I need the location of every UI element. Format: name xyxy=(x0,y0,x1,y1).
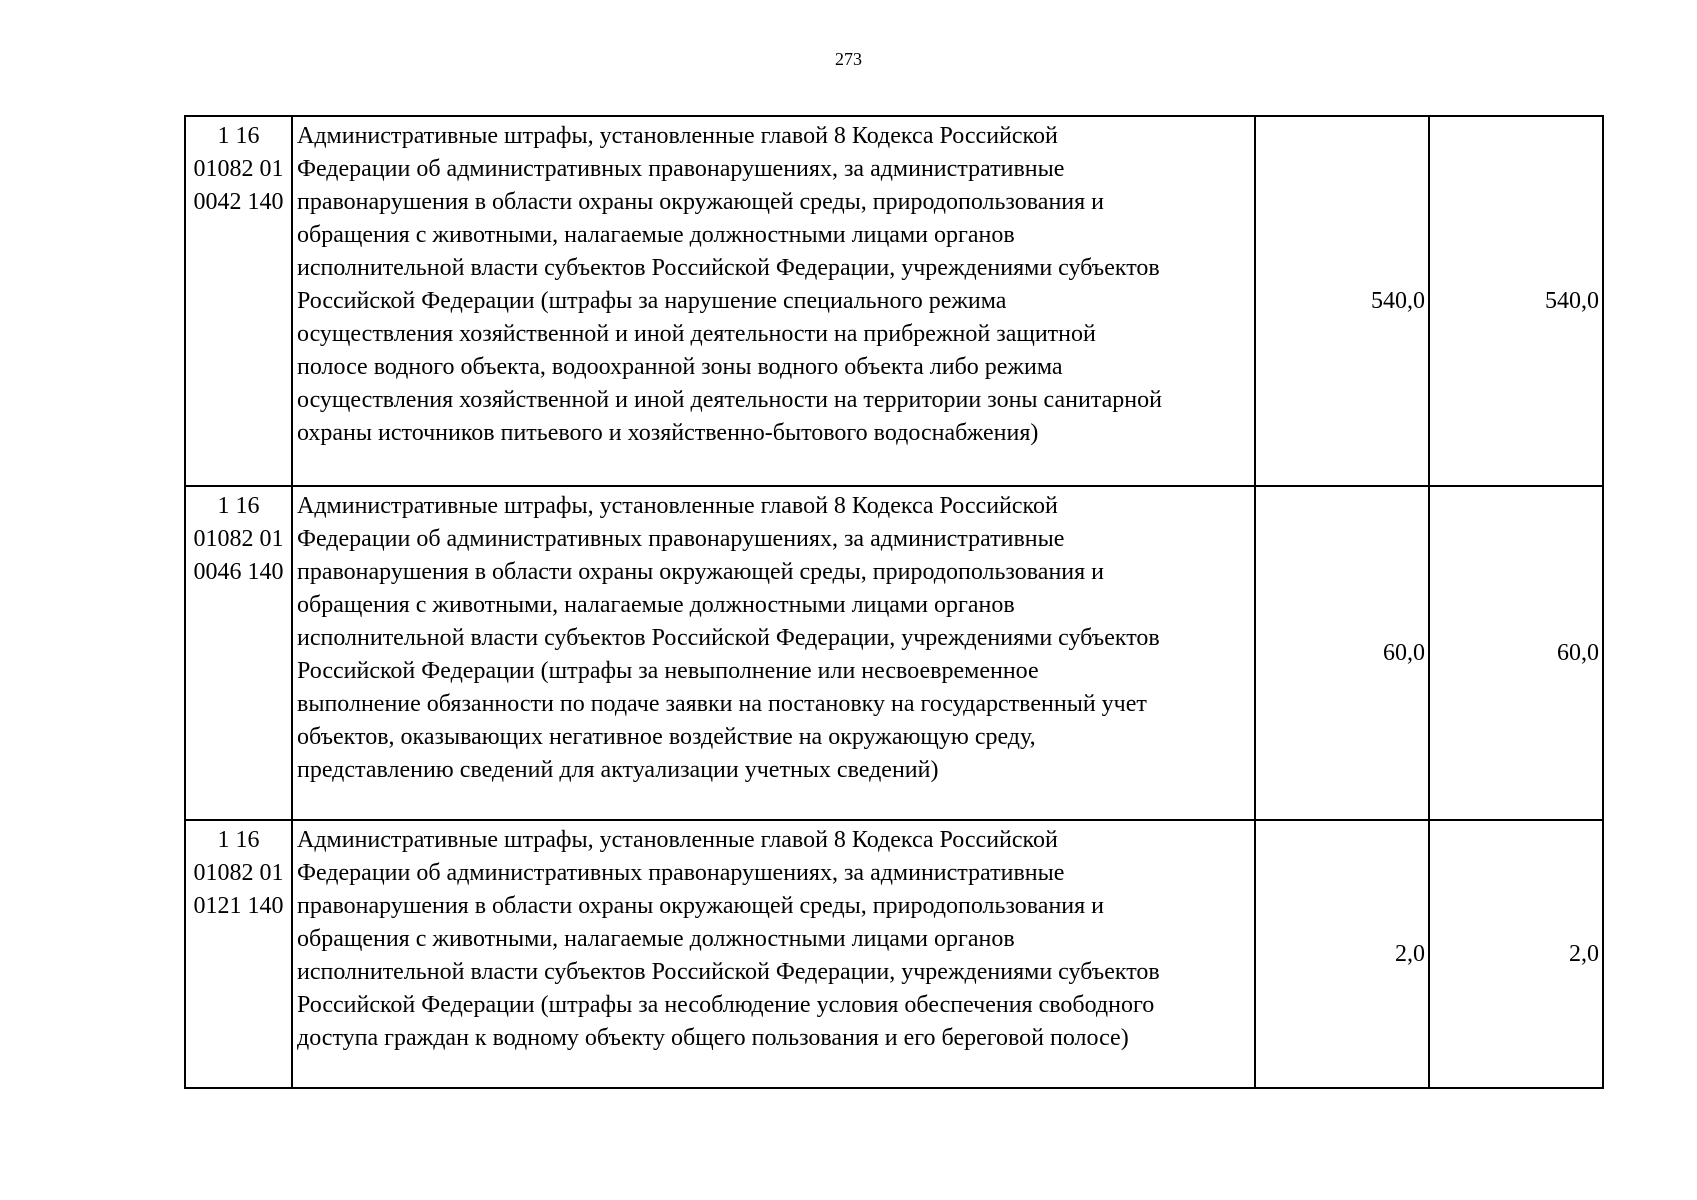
code-cell xyxy=(185,486,292,820)
code-line: 01082 01 xyxy=(193,156,284,182)
value-cell-1: 2,0 xyxy=(1255,820,1429,1088)
description-line: Административные штрафы, установленные главой 8 Кодекса Российской xyxy=(297,123,1058,149)
value-cell-1: 540,0 xyxy=(1255,116,1429,486)
code-line: 0121 140 xyxy=(193,893,284,919)
value-cell-2: 60,0 xyxy=(1429,486,1603,820)
description-line: исполнительной власти субъектов Российской Федерации, учреждениями субъектов xyxy=(297,959,1160,985)
description-line: Российской Федерации (штрафы за несоблюдение условия обеспечения свободного xyxy=(297,992,1155,1018)
description-line: представлению сведений для актуализации учетных сведений) xyxy=(297,757,939,783)
description-cell xyxy=(292,486,1255,820)
description-line: правонарушения в области охраны окружающей среды, природопользования и xyxy=(297,893,1105,919)
description-line: Административные штрафы, установленные главой 8 Кодекса Российской xyxy=(297,493,1058,519)
description-line: исполнительной власти субъектов Российской Федерации, учреждениями субъектов xyxy=(297,625,1160,651)
budget-table xyxy=(184,115,1604,1089)
code-line: 0042 140 xyxy=(193,189,284,215)
description-line: обращения с животными, налагаемые должностными лицами органов xyxy=(297,592,1015,618)
table-row xyxy=(185,116,1603,486)
description-line: правонарушения в области охраны окружающей среды, природопользования и xyxy=(297,189,1105,215)
page-number: 273 xyxy=(835,49,862,69)
description-line: доступа граждан к водному объекту общего пользования и его береговой полосе) xyxy=(297,1025,1129,1051)
code-line: 0046 140 xyxy=(193,559,284,585)
description-line: охраны источников питьевого и хозяйственно-бытового водоснабжения) xyxy=(297,420,1039,446)
value-cell-2: 540,0 xyxy=(1429,116,1603,486)
value-cell-1: 60,0 xyxy=(1255,486,1429,820)
description-cell xyxy=(292,820,1255,1088)
description-line: Российской Федерации (штрафы за нарушение специального режима xyxy=(297,288,1007,314)
code-line: 1 16 xyxy=(217,493,260,519)
code-line: 01082 01 xyxy=(193,526,284,552)
code-line: 1 16 xyxy=(217,123,260,149)
description-line: полосе водного объекта, водоохранной зоны водного объекта либо режима xyxy=(297,354,1063,380)
description-line: осуществления хозяйственной и иной деятельности на территории зоны санитарной xyxy=(297,387,1162,413)
description-line: исполнительной власти субъектов Российской Федерации, учреждениями субъектов xyxy=(297,255,1160,281)
description-cell xyxy=(292,116,1255,486)
code-line: 1 16 xyxy=(217,827,260,853)
code-cell xyxy=(185,116,292,486)
description-line: обращения с животными, налагаемые должностными лицами органов xyxy=(297,926,1015,952)
code-line: 01082 01 xyxy=(193,860,284,886)
code-cell xyxy=(185,820,292,1088)
value-cell-2: 2,0 xyxy=(1429,820,1603,1088)
description-line: Административные штрафы, установленные главой 8 Кодекса Российской xyxy=(297,827,1058,853)
description-line: Федерации об административных правонарушениях, за административные xyxy=(297,156,1065,182)
description-line: Федерации об административных правонарушениях, за административные xyxy=(297,860,1065,886)
description-line: Федерации об административных правонарушениях, за административные xyxy=(297,526,1065,552)
table-row xyxy=(185,486,1603,820)
description-line: правонарушения в области охраны окружающей среды, природопользования и xyxy=(297,559,1105,585)
description-line: объектов, оказывающих негативное воздействие на окружающую среду, xyxy=(297,724,1036,750)
table-row xyxy=(185,820,1603,1088)
description-line: выполнение обязанности по подаче заявки на постановку на государственный учет xyxy=(297,691,1147,717)
description-line: обращения с животными, налагаемые должностными лицами органов xyxy=(297,222,1015,248)
description-line: Российской Федерации (штрафы за невыполнение или несвоевременное xyxy=(297,658,1039,684)
description-line: осуществления хозяйственной и иной деятельности на прибрежной защитной xyxy=(297,321,1096,347)
